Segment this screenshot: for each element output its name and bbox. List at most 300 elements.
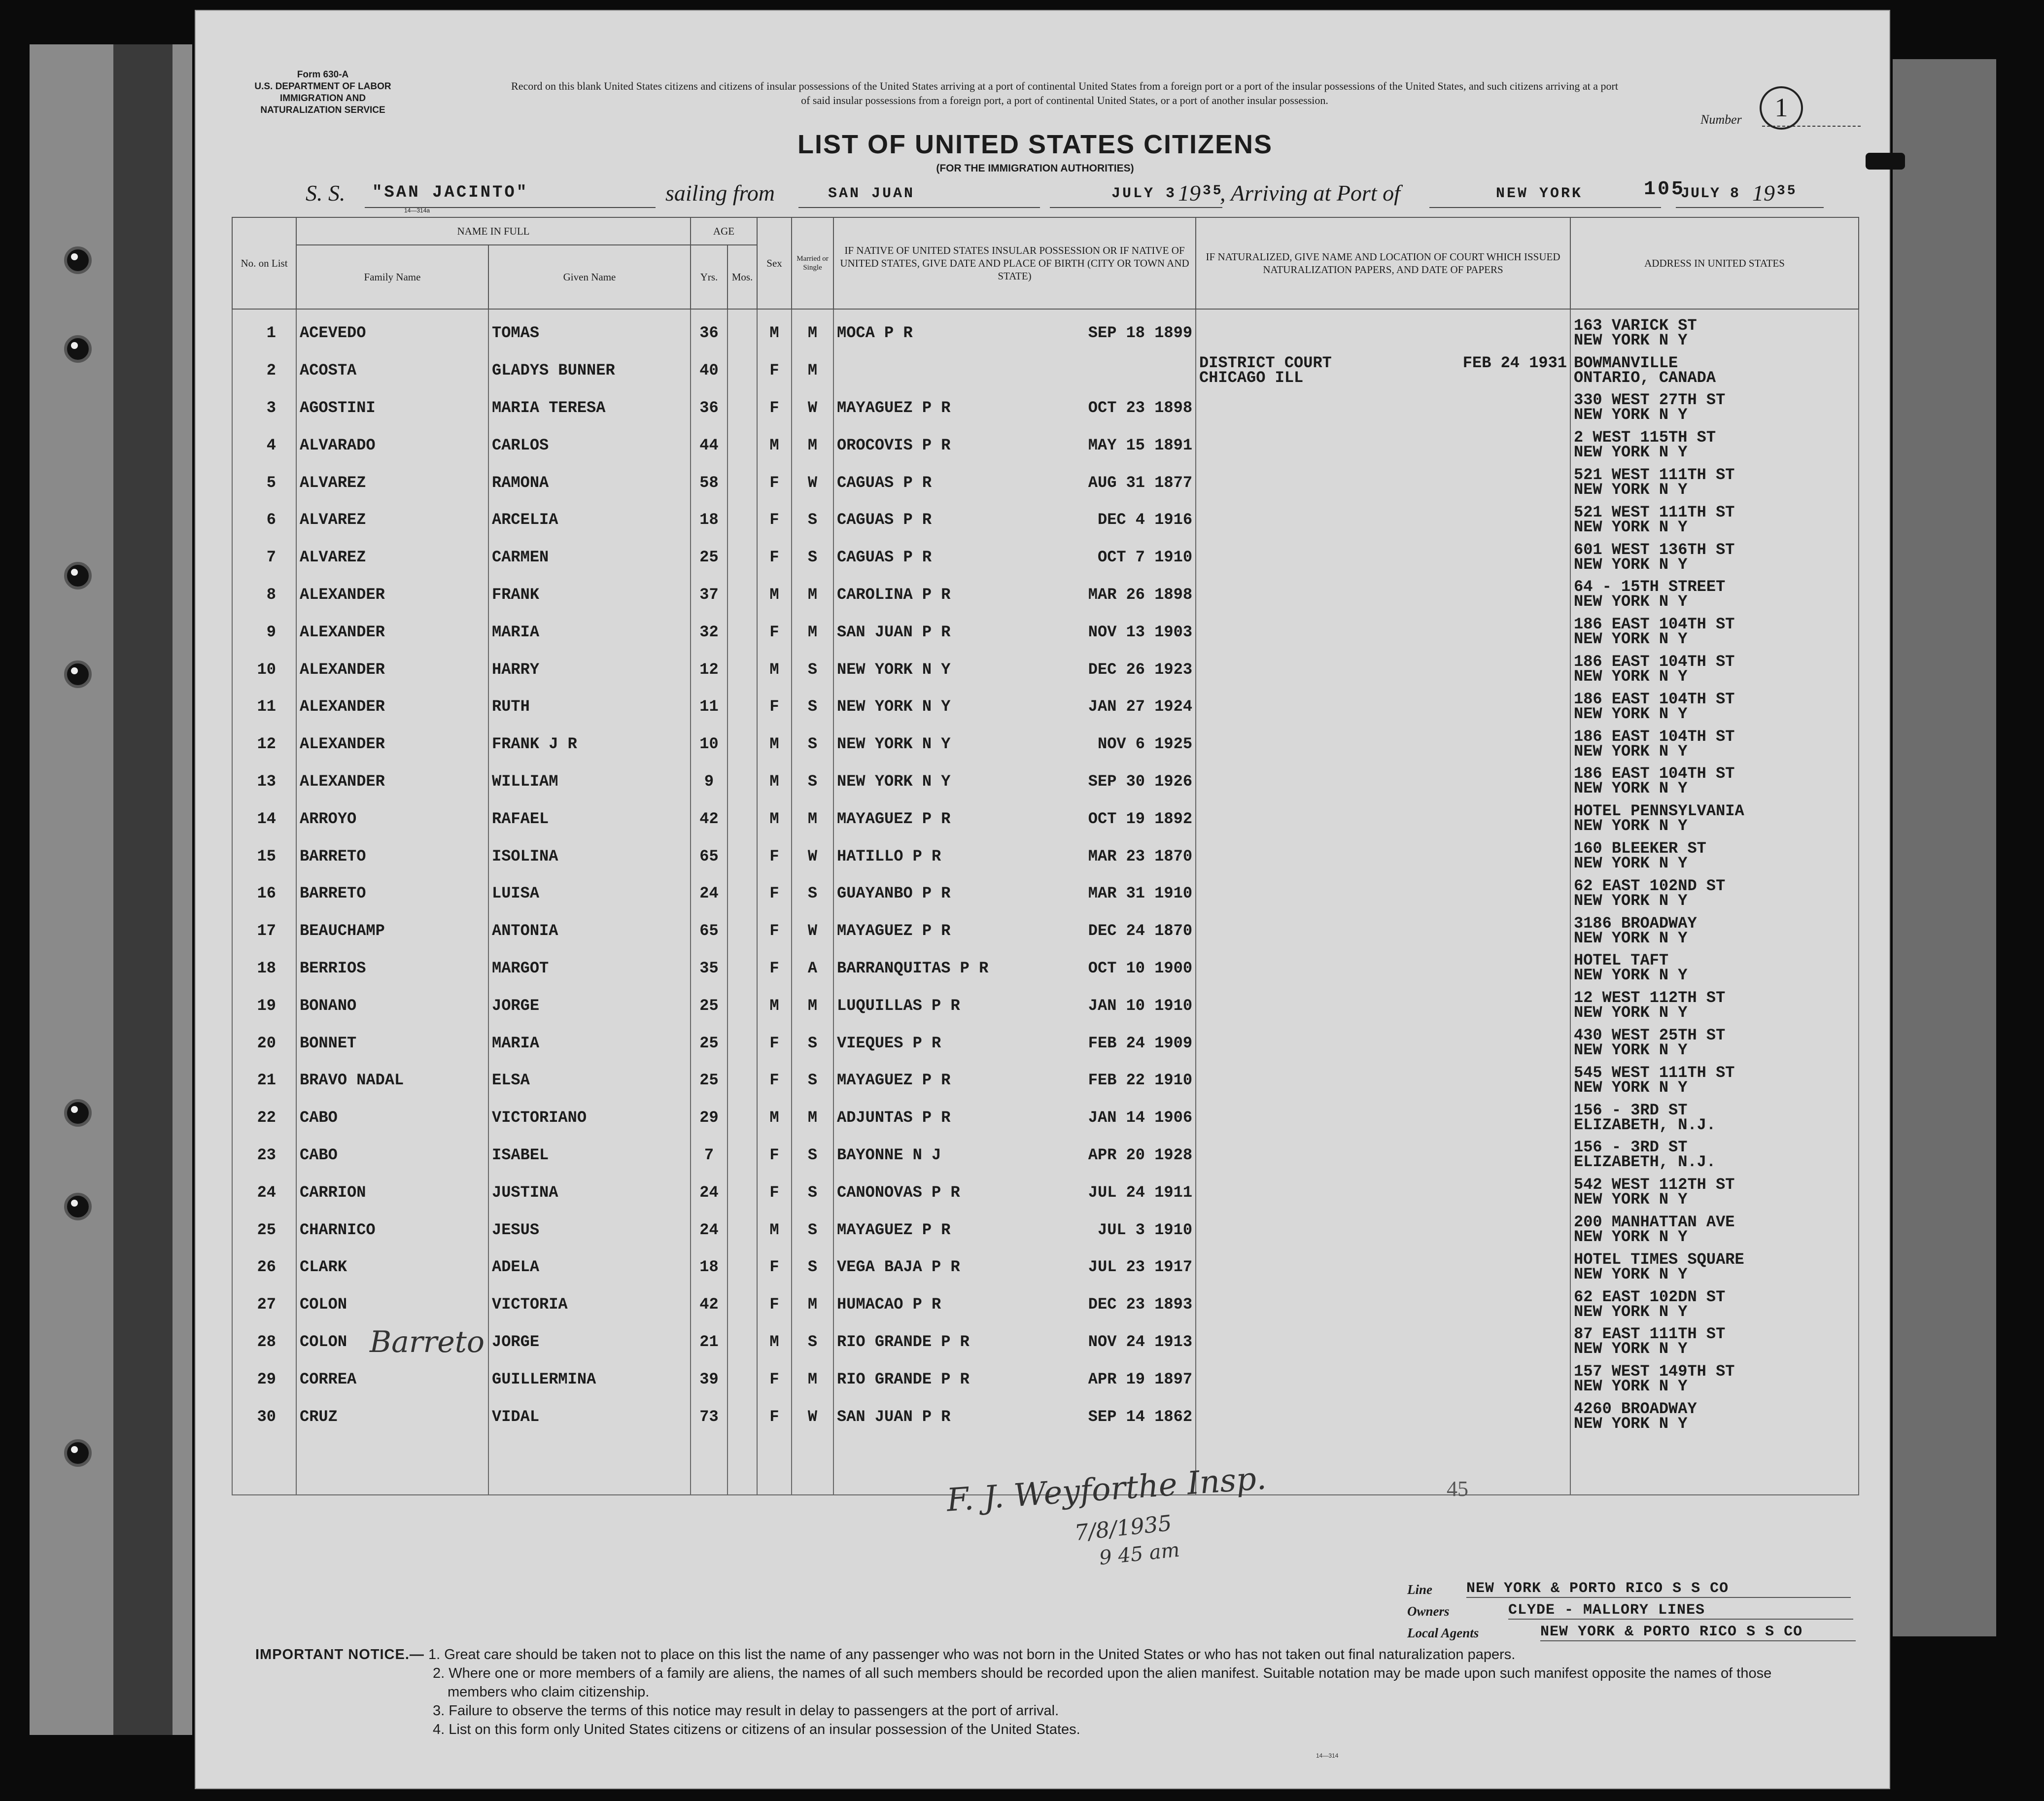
birth-place: CAGUAS P R bbox=[837, 511, 932, 529]
birth-place-date bbox=[833, 987, 1196, 1024]
col-given-header: Given Name bbox=[488, 245, 691, 309]
sex: F bbox=[757, 389, 792, 427]
birth-place-date bbox=[833, 1248, 1196, 1286]
sex: M bbox=[757, 763, 792, 800]
passenger-row bbox=[232, 763, 1859, 800]
address-line-1: HOTEL TIMES SQUARE bbox=[1574, 1250, 1744, 1269]
address-line-2: NEW YORK N Y bbox=[1574, 1041, 1688, 1060]
passenger-row bbox=[232, 1398, 1859, 1435]
address-line-1: 186 EAST 104TH ST bbox=[1574, 615, 1735, 634]
passenger-number: 8 bbox=[232, 576, 296, 614]
address-line-2: NEW YORK N Y bbox=[1574, 929, 1688, 947]
owners-label: Owners bbox=[1407, 1604, 1450, 1619]
birth-place: MAYAGUEZ P R bbox=[837, 1220, 951, 1239]
port-underline bbox=[1429, 207, 1661, 208]
address-line-1: 186 EAST 104TH ST bbox=[1574, 727, 1735, 746]
signature-time: 9 45 am bbox=[1098, 1538, 1181, 1570]
family-name: CRUZ bbox=[296, 1398, 488, 1435]
passenger-row bbox=[232, 950, 1859, 987]
marital-status: S bbox=[792, 1248, 833, 1286]
address-line-1: 545 WEST 111TH ST bbox=[1574, 1063, 1735, 1082]
punch-hole bbox=[64, 1099, 92, 1127]
address-line-2: NEW YORK N Y bbox=[1574, 1377, 1688, 1396]
punch-hole bbox=[64, 562, 92, 589]
passenger-row bbox=[232, 1286, 1859, 1323]
notice-heading: IMPORTANT NOTICE.— bbox=[255, 1647, 424, 1662]
family-name: COLON bbox=[296, 1323, 488, 1361]
sex: F bbox=[757, 688, 792, 726]
notice-item-1: 1. Great care should be taken not to place on this list the name of any passenger who was not born in the United States or who has not taken out final naturalization papers. bbox=[428, 1647, 1516, 1662]
address-line-2: ELIZABETH, N.J. bbox=[1574, 1153, 1716, 1172]
address bbox=[1570, 539, 1859, 576]
birth-place-date bbox=[833, 688, 1196, 726]
address bbox=[1570, 576, 1859, 614]
notice-item-2: 2. Where one or more members of a family are aliens, the names of all such members should be recorded upon the alien manifest. Suitable notation may be made upon such manifest opposite the names of those members who claim citizenship. bbox=[433, 1665, 1772, 1700]
address-line-1: 200 MANHATTAN AVE bbox=[1574, 1213, 1735, 1232]
blank-cell bbox=[488, 1435, 691, 1495]
given-name: FRANK bbox=[488, 576, 691, 614]
address-line-1: HOTEL PENNSYLVANIA bbox=[1574, 802, 1744, 821]
inspector-signature: F. J. Weyforthe Insp. bbox=[945, 1460, 1268, 1519]
birth-date: NOV 6 1925 bbox=[1097, 735, 1193, 754]
age-months bbox=[728, 389, 757, 427]
birth-date: FEB 24 1909 bbox=[1088, 1034, 1193, 1052]
marital-status: M bbox=[792, 800, 833, 837]
family-name: BERRIOS bbox=[296, 950, 488, 987]
birth-date: MAY 15 1891 bbox=[1088, 436, 1193, 454]
address bbox=[1570, 1286, 1859, 1323]
birth-place: MAYAGUEZ P R bbox=[837, 1071, 951, 1090]
naturalization bbox=[1196, 987, 1570, 1024]
sex: F bbox=[757, 613, 792, 651]
scan-mark bbox=[1866, 153, 1905, 170]
arrival-date: JULY 8 bbox=[1681, 185, 1740, 202]
address-line-1: 4260 BROADWAY bbox=[1574, 1400, 1697, 1418]
address-line-1: 186 EAST 104TH ST bbox=[1574, 764, 1735, 783]
address-line-2: NEW YORK N Y bbox=[1574, 630, 1688, 649]
birth-date: JAN 27 1924 bbox=[1088, 697, 1193, 716]
blank-cell bbox=[757, 1435, 792, 1495]
col-family-header: Family Name bbox=[296, 245, 488, 309]
address-line-2: NEW YORK N Y bbox=[1574, 592, 1688, 611]
sex: F bbox=[757, 1024, 792, 1062]
birth-place: RIO GRANDE P R bbox=[837, 1370, 970, 1388]
marital-status: S bbox=[792, 875, 833, 912]
arrival-port: NEW YORK bbox=[1496, 185, 1583, 202]
naturalization bbox=[1196, 539, 1570, 576]
address bbox=[1570, 875, 1859, 912]
passenger-number: 13 bbox=[232, 763, 296, 800]
birth-date: OCT 19 1892 bbox=[1088, 809, 1193, 828]
passenger-row bbox=[232, 1360, 1859, 1398]
given-name: GUILLERMINA bbox=[488, 1360, 691, 1398]
birth-date: FEB 22 1910 bbox=[1088, 1071, 1193, 1090]
age-years: 24 bbox=[691, 1174, 728, 1211]
notice-item-4: 4. List on this form only United States citizens or citizens of an insular possession of the United States. bbox=[433, 1722, 1080, 1737]
family-name: ALEXANDER bbox=[296, 651, 488, 688]
birth-date: JUL 23 1917 bbox=[1088, 1258, 1193, 1277]
col-address-header: ADDRESS IN UNITED STATES bbox=[1570, 217, 1859, 309]
naturalization bbox=[1196, 1211, 1570, 1248]
marital-status: S bbox=[792, 763, 833, 800]
marital-status: M bbox=[792, 576, 833, 614]
birth-place-date bbox=[833, 389, 1196, 427]
col-naturalized-header: IF NATURALIZED, GIVE NAME AND LOCATION OF COURT WHICH ISSUED NATURALIZATION PAPERS, AND DATE OF PAPERS bbox=[1196, 217, 1570, 309]
address-line-1: 12 WEST 112TH ST bbox=[1574, 989, 1726, 1007]
service-line-2: NATURALIZATION SERVICE bbox=[260, 105, 385, 115]
age-months bbox=[728, 987, 757, 1024]
sex: F bbox=[757, 539, 792, 576]
address bbox=[1570, 464, 1859, 501]
naturalization bbox=[1196, 1360, 1570, 1398]
marital-status: S bbox=[792, 688, 833, 726]
address bbox=[1570, 726, 1859, 763]
birth-place: ADJUNTAS P R bbox=[837, 1108, 951, 1127]
passenger-number: 5 bbox=[232, 464, 296, 501]
form-instructions: Record on this blank United States citizens and citizens of insular possessions of the United States arriving at a port of continental United States from a foreign port or a port of the insular possessions of the United States, and such citizens arriving at a port of said insular possessions from a foreign port, a port of continental United States, or a port of another insular possession. bbox=[511, 80, 1618, 106]
address-line-2: NEW YORK N Y bbox=[1574, 742, 1688, 761]
address-line-1: 521 WEST 111TH ST bbox=[1574, 503, 1735, 521]
given-name: ANTONIA bbox=[488, 912, 691, 950]
sex: M bbox=[757, 726, 792, 763]
number-label: Number bbox=[1700, 112, 1742, 127]
given-name: RAFAEL bbox=[488, 800, 691, 837]
passenger-number: 4 bbox=[232, 426, 296, 464]
address bbox=[1570, 426, 1859, 464]
address-line-1: 156 - 3RD ST bbox=[1574, 1138, 1688, 1157]
age-months bbox=[728, 651, 757, 688]
age-months bbox=[728, 837, 757, 875]
address bbox=[1570, 1174, 1859, 1211]
address-line-2: NEW YORK N Y bbox=[1574, 1265, 1688, 1283]
date-underline bbox=[1050, 207, 1222, 208]
list-number: 1 bbox=[1760, 86, 1803, 130]
given-name: VIDAL bbox=[488, 1398, 691, 1435]
family-name: ALEXANDER bbox=[296, 726, 488, 763]
passenger-row bbox=[232, 837, 1859, 875]
passenger-row bbox=[232, 389, 1859, 427]
birth-place: HUMACAO P R bbox=[837, 1295, 941, 1314]
address bbox=[1570, 763, 1859, 800]
sex: F bbox=[757, 1286, 792, 1323]
birth-place-date bbox=[833, 763, 1196, 800]
notice-item-3: 3. Failure to observe the terms of this notice may result in delay to passengers at the port of arrival. bbox=[433, 1703, 1059, 1719]
line-label: Line bbox=[1407, 1582, 1432, 1597]
passenger-row bbox=[232, 309, 1859, 352]
form-id: Form 630-A bbox=[297, 69, 349, 80]
birth-place: NEW YORK N Y bbox=[837, 697, 951, 716]
birth-place: CAGUAS P R bbox=[837, 548, 932, 567]
passenger-number: 21 bbox=[232, 1062, 296, 1099]
naturalization bbox=[1196, 1099, 1570, 1137]
birth-place: MAYAGUEZ P R bbox=[837, 398, 951, 417]
given-name: RAMONA bbox=[488, 464, 691, 501]
marital-status: W bbox=[792, 912, 833, 950]
blank-cell bbox=[691, 1435, 728, 1495]
birth-place-date bbox=[833, 651, 1196, 688]
address bbox=[1570, 1062, 1859, 1099]
birth-place-date bbox=[833, 1062, 1196, 1099]
passenger-number: 15 bbox=[232, 837, 296, 875]
address-line-1: 3186 BROADWAY bbox=[1574, 914, 1697, 933]
naturalization bbox=[1196, 950, 1570, 987]
address-line-2: NEW YORK N Y bbox=[1574, 1415, 1688, 1433]
naturalization bbox=[1196, 352, 1570, 389]
naturalization bbox=[1196, 1286, 1570, 1323]
age-months bbox=[728, 688, 757, 726]
age-years: 9 bbox=[691, 763, 728, 800]
small-code: 14—314a bbox=[404, 207, 430, 214]
arriving-label: , Arriving at Port of bbox=[1220, 180, 1400, 206]
address-line-1: 186 EAST 104TH ST bbox=[1574, 690, 1735, 708]
given-name: LUISA bbox=[488, 875, 691, 912]
address bbox=[1570, 1360, 1859, 1398]
from-port: SAN JUAN bbox=[828, 185, 915, 202]
naturalization bbox=[1196, 1323, 1570, 1361]
ship-underline bbox=[365, 207, 656, 208]
family-name: ALVARADO bbox=[296, 426, 488, 464]
naturalization bbox=[1196, 309, 1570, 352]
birth-date: APR 20 1928 bbox=[1088, 1145, 1193, 1164]
family-name: ALEXANDER bbox=[296, 576, 488, 614]
address-line-2: NEW YORK N Y bbox=[1574, 331, 1688, 349]
col-name-header: NAME IN FULL bbox=[296, 217, 691, 245]
address-line-2: NEW YORK N Y bbox=[1574, 518, 1688, 536]
family-name: ACEVEDO bbox=[296, 309, 488, 352]
birth-place-date bbox=[833, 875, 1196, 912]
address bbox=[1570, 912, 1859, 950]
sex: F bbox=[757, 875, 792, 912]
address-line-1: 601 WEST 136TH ST bbox=[1574, 540, 1735, 559]
address-line-2: NEW YORK N Y bbox=[1574, 1302, 1688, 1321]
family-name: BEAUCHAMP bbox=[296, 912, 488, 950]
birth-date: JUL 3 1910 bbox=[1097, 1220, 1193, 1239]
birth-place: CANONOVAS P R bbox=[837, 1183, 960, 1202]
given-name: HARRY bbox=[488, 651, 691, 688]
marital-status: M bbox=[792, 987, 833, 1024]
given-name: JUSTINA bbox=[488, 1174, 691, 1211]
age-years: 10 bbox=[691, 726, 728, 763]
birth-place: HATILLO P R bbox=[837, 847, 941, 866]
address bbox=[1570, 352, 1859, 389]
age-months bbox=[728, 1248, 757, 1286]
passenger-row bbox=[232, 800, 1859, 837]
age-years: 42 bbox=[691, 800, 728, 837]
address-line-2: NEW YORK N Y bbox=[1574, 481, 1688, 499]
age-years: 24 bbox=[691, 1211, 728, 1248]
birth-place: BARRANQUITAS P R bbox=[837, 959, 989, 977]
birth-place: BAYONNE N J bbox=[837, 1145, 941, 1164]
marital-status: S bbox=[792, 726, 833, 763]
birth-place-date bbox=[833, 1211, 1196, 1248]
passenger-number: 11 bbox=[232, 688, 296, 726]
birth-date: SEP 30 1926 bbox=[1088, 772, 1193, 791]
blank-cell bbox=[232, 1435, 296, 1495]
age-months bbox=[728, 576, 757, 614]
naturalization bbox=[1196, 1062, 1570, 1099]
depart-date: JULY 3 bbox=[1111, 185, 1177, 202]
family-name: CABO bbox=[296, 1099, 488, 1137]
age-years: 35 bbox=[691, 950, 728, 987]
passenger-number: 1 bbox=[232, 309, 296, 352]
age-months bbox=[728, 1062, 757, 1099]
naturalization bbox=[1196, 837, 1570, 875]
naturalization bbox=[1196, 1024, 1570, 1062]
age-years: 24 bbox=[691, 875, 728, 912]
age-months bbox=[728, 1174, 757, 1211]
family-name: ALVAREZ bbox=[296, 501, 488, 539]
passenger-row bbox=[232, 875, 1859, 912]
marital-status: W bbox=[792, 837, 833, 875]
marital-status: M bbox=[792, 1099, 833, 1137]
sailing-label: sailing from bbox=[665, 180, 775, 206]
blank-cell bbox=[792, 1435, 833, 1495]
birth-date: DEC 4 1916 bbox=[1097, 511, 1193, 529]
address-line-2: NEW YORK N Y bbox=[1574, 667, 1688, 686]
punch-hole bbox=[64, 660, 92, 688]
birth-place: MOCA P R bbox=[837, 324, 913, 343]
birth-place: RIO GRANDE P R bbox=[837, 1332, 970, 1351]
family-name: CHARNICO bbox=[296, 1211, 488, 1248]
given-name: ELSA bbox=[488, 1062, 691, 1099]
age-years: 11 bbox=[691, 688, 728, 726]
local-agents-label: Local Agents bbox=[1407, 1626, 1479, 1640]
age-years: 12 bbox=[691, 651, 728, 688]
naturalization bbox=[1196, 389, 1570, 427]
naturalization bbox=[1196, 912, 1570, 950]
sex: F bbox=[757, 1360, 792, 1398]
sex: M bbox=[757, 1323, 792, 1361]
birth-place: NEW YORK N Y bbox=[837, 735, 951, 754]
address bbox=[1570, 309, 1859, 352]
address bbox=[1570, 1248, 1859, 1286]
local-agents-value: NEW YORK & PORTO RICO S S CO bbox=[1540, 1624, 1856, 1641]
age-months bbox=[728, 950, 757, 987]
marital-status: M bbox=[792, 352, 833, 389]
marital-status: M bbox=[792, 1360, 833, 1398]
address-line-1: 186 EAST 104TH ST bbox=[1574, 653, 1735, 671]
marital-status: S bbox=[792, 501, 833, 539]
important-notice bbox=[255, 1645, 1813, 1739]
col-mos-header: Mos. bbox=[728, 245, 757, 309]
birth-place: NEW YORK N Y bbox=[837, 660, 951, 679]
sex: F bbox=[757, 1248, 792, 1286]
depart-year: 35 bbox=[1203, 183, 1223, 199]
family-name: BARRETO bbox=[296, 837, 488, 875]
address-line-1: 430 WEST 25TH ST bbox=[1574, 1026, 1726, 1045]
family-name: ARROYO bbox=[296, 800, 488, 837]
age-years: 32 bbox=[691, 613, 728, 651]
passenger-number: 12 bbox=[232, 726, 296, 763]
signature-date: 7/8/1935 bbox=[1073, 1510, 1173, 1546]
passenger-number: 24 bbox=[232, 1174, 296, 1211]
col-birth-header: IF NATIVE OF UNITED STATES INSULAR POSSESSION OR IF NATIVE OF UNITED STATES, GIVE DATE AND PLACE OF BIRTH (CITY OR TOWN AND STATE) bbox=[833, 217, 1196, 309]
age-years: 25 bbox=[691, 539, 728, 576]
sex: M bbox=[757, 426, 792, 464]
address-line-2: NEW YORK N Y bbox=[1574, 854, 1688, 873]
birth-date: JUL 24 1911 bbox=[1088, 1183, 1193, 1202]
family-name: ALEXANDER bbox=[296, 613, 488, 651]
passenger-number: 16 bbox=[232, 875, 296, 912]
address-line-1: 160 BLEEKER ST bbox=[1574, 839, 1706, 858]
birth-date: AUG 31 1877 bbox=[1088, 473, 1193, 492]
age-months bbox=[728, 464, 757, 501]
address bbox=[1570, 1323, 1859, 1361]
passenger-number: 7 bbox=[232, 539, 296, 576]
year-prefix: 19 bbox=[1178, 180, 1201, 206]
blank-cell bbox=[728, 1435, 757, 1495]
page-count: 45 bbox=[1447, 1477, 1468, 1501]
birth-place-date bbox=[833, 1174, 1196, 1211]
passenger-row bbox=[232, 576, 1859, 614]
birth-date: DEC 26 1923 bbox=[1088, 660, 1193, 679]
passenger-row bbox=[232, 1099, 1859, 1137]
age-months bbox=[728, 1137, 757, 1174]
passenger-row bbox=[232, 352, 1859, 389]
family-name: COLON bbox=[296, 1286, 488, 1323]
given-name: JESUS bbox=[488, 1211, 691, 1248]
page-edge-tab bbox=[1893, 59, 1996, 1636]
passenger-row bbox=[232, 1137, 1859, 1174]
sex: M bbox=[757, 651, 792, 688]
family-name: CARRION bbox=[296, 1174, 488, 1211]
address-line-2: ONTARIO, CANADA bbox=[1574, 368, 1716, 387]
age-months bbox=[728, 1286, 757, 1323]
birth-date: SEP 14 1862 bbox=[1088, 1407, 1193, 1426]
birth-date: JAN 14 1906 bbox=[1088, 1108, 1193, 1127]
from-underline bbox=[798, 207, 1040, 208]
naturalization bbox=[1196, 763, 1570, 800]
passenger-row bbox=[232, 426, 1859, 464]
passenger-row bbox=[232, 1211, 1859, 1248]
age-months bbox=[728, 912, 757, 950]
sex: F bbox=[757, 1137, 792, 1174]
passenger-row bbox=[232, 726, 1859, 763]
birth-place-date bbox=[833, 726, 1196, 763]
ship-name: "SAN JACINTO" bbox=[372, 183, 529, 202]
address bbox=[1570, 1137, 1859, 1174]
address-line-2: NEW YORK N Y bbox=[1574, 1340, 1688, 1358]
owners-value: CLYDE - MALLORY LINES bbox=[1508, 1602, 1853, 1620]
birth-place-date bbox=[833, 800, 1196, 837]
age-months bbox=[728, 1099, 757, 1137]
address-line-1: 156 - 3RD ST bbox=[1574, 1101, 1688, 1119]
family-name: ALEXANDER bbox=[296, 688, 488, 726]
age-years: 58 bbox=[691, 464, 728, 501]
naturalization bbox=[1196, 726, 1570, 763]
address-line-2: NEW YORK N Y bbox=[1574, 966, 1688, 985]
naturalization bbox=[1196, 688, 1570, 726]
age-months bbox=[728, 1211, 757, 1248]
birth-date: SEP 18 1899 bbox=[1088, 324, 1193, 343]
address-line-1: 157 WEST 149TH ST bbox=[1574, 1362, 1735, 1381]
address-line-2: NEW YORK N Y bbox=[1574, 555, 1688, 574]
age-months bbox=[728, 1323, 757, 1361]
age-years: 18 bbox=[691, 1248, 728, 1286]
passenger-number: 22 bbox=[232, 1099, 296, 1137]
age-months bbox=[728, 1360, 757, 1398]
marital-status: S bbox=[792, 1137, 833, 1174]
sex: F bbox=[757, 1062, 792, 1099]
passenger-manifest-table bbox=[232, 217, 1859, 1495]
birth-place-date bbox=[833, 1360, 1196, 1398]
naturalization bbox=[1196, 875, 1570, 912]
birth-place: CAGUAS P R bbox=[837, 473, 932, 492]
address-line-2: NEW YORK N Y bbox=[1574, 817, 1688, 835]
given-name: MARIA bbox=[488, 1024, 691, 1062]
naturalization bbox=[1196, 613, 1570, 651]
naturalization bbox=[1196, 1398, 1570, 1435]
